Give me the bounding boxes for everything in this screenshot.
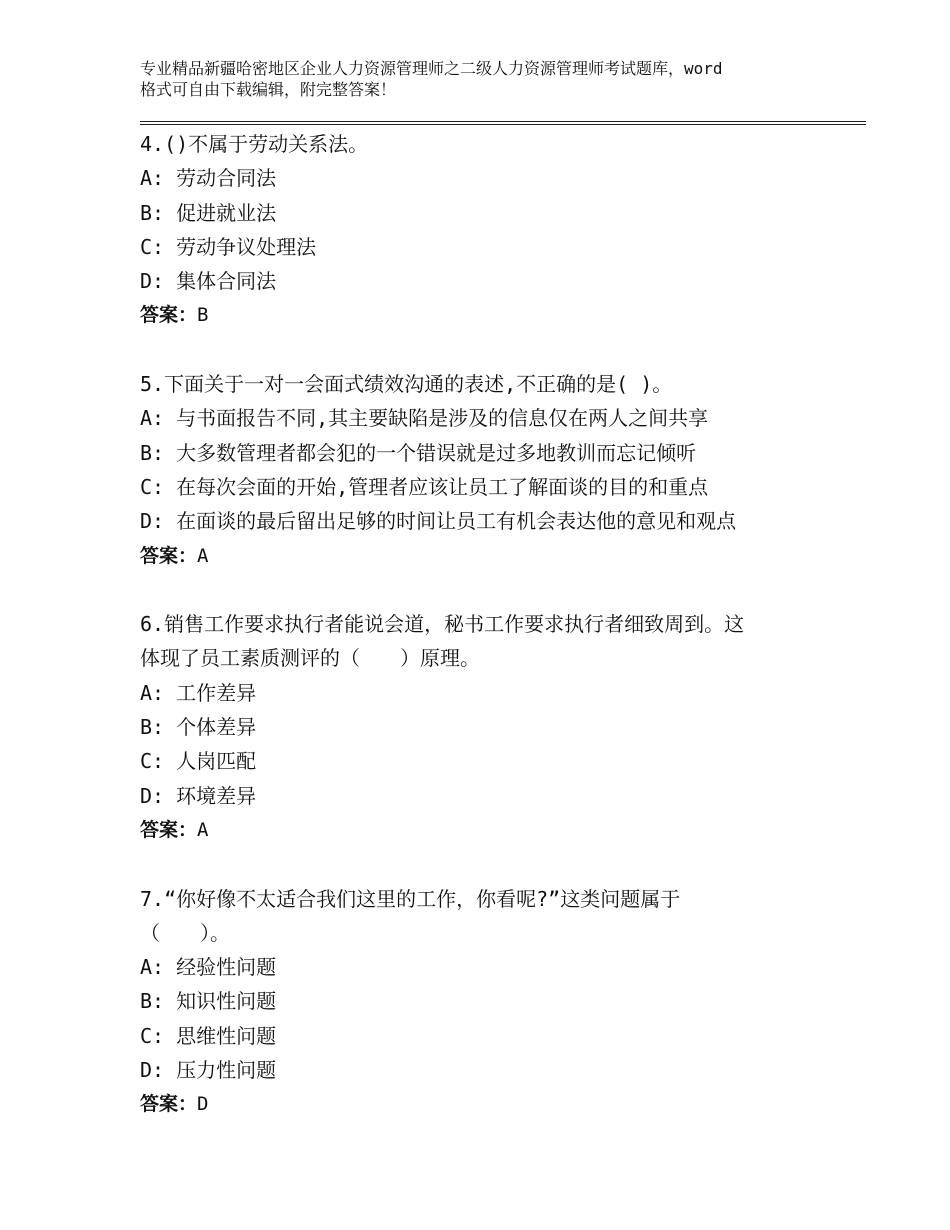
header-title-line-2: 格式可自由下载编辑，附完整答案！: [140, 80, 397, 99]
option-b: B: 个体差异: [140, 715, 257, 740]
answer-label: 答案：: [140, 818, 198, 841]
answer-value: D: [197, 1093, 209, 1116]
option-d: D: 压力性问题: [140, 1058, 277, 1083]
answer-value: A: [197, 544, 209, 567]
answer-label: 答案：: [140, 1093, 198, 1116]
answer-line: [140, 813, 830, 847]
option-c: C: 思维性问题: [140, 1023, 277, 1048]
option-c: C: 人岗匹配: [140, 749, 257, 774]
header-title-line-1: 专业精品新疆哈密地区企业人力资源管理师之二级人力资源管理师考试题库，word: [140, 59, 723, 78]
answer-label: 答案：: [140, 304, 198, 327]
question-stem-line-2: （ ）。: [140, 920, 230, 945]
option-b: B: 知识性问题: [140, 989, 277, 1014]
option-b: B: 促进就业法: [140, 200, 277, 225]
option-a: A: 工作差异: [140, 680, 257, 705]
answer-line: [140, 298, 830, 332]
document-header: [140, 58, 840, 100]
answer-label: 答案：: [140, 544, 198, 567]
question-stem-line-1: 7.“你好像不太适合我们这里的工作，你看呢?”这类问题属于: [140, 886, 681, 911]
question-5: [140, 367, 830, 573]
header-divider-top: [140, 121, 866, 122]
answer-value: A: [197, 818, 209, 841]
option-c: C: 在每次会面的开始,管理者应该让员工了解面谈的目的和重点: [140, 474, 709, 499]
option-a: A: 经验性问题: [140, 955, 277, 980]
answer-line: [140, 539, 830, 573]
question-stem-line-2: 体现了员工素质测评的（ ）原理。: [140, 646, 480, 671]
option-a: A: 与书面报告不同,其主要缺陷是涉及的信息仅在两人之间共享: [140, 406, 709, 431]
answer-line: [140, 1087, 830, 1121]
question-4: [140, 127, 830, 333]
header-divider-bottom: [140, 124, 866, 125]
option-b: B: 大多数管理者都会犯的一个错误就是过多地教训而忘记倾听: [140, 440, 697, 465]
option-d: D: 集体合同法: [140, 269, 277, 294]
option-d: D: 在面谈的最后留出足够的时间让员工有机会表达他的意见和观点: [140, 509, 737, 534]
question-list: [140, 127, 830, 1122]
option-a: A: 劳动合同法: [140, 166, 277, 191]
option-c: C: 劳动争议处理法: [140, 234, 317, 259]
question-stem-line-1: 6.销售工作要求执行者能说会道，秘书工作要求执行者细致周到。这: [140, 612, 745, 637]
question-6: [140, 607, 830, 847]
option-d: D: 环境差异: [140, 783, 257, 808]
question-stem: 5.下面关于一对一会面式绩效沟通的表述,不正确的是( )。: [140, 372, 673, 397]
answer-value: B: [197, 304, 209, 327]
question-stem: 4.()不属于劳动关系法。: [140, 132, 369, 156]
question-7: [140, 882, 830, 1122]
